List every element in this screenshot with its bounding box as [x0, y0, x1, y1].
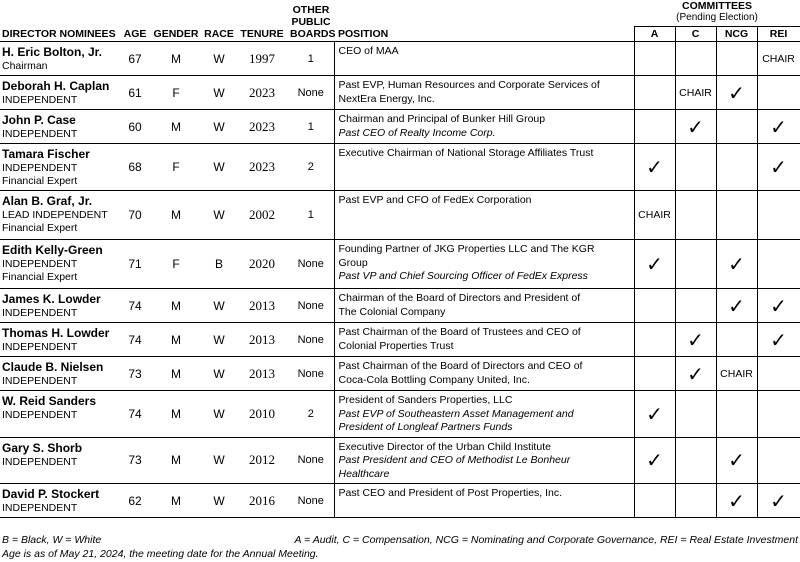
check-mark-icon: ✓ [687, 361, 704, 386]
table-row [0, 357, 800, 391]
director-name-cell [0, 289, 120, 323]
director-role: INDEPENDENT [2, 455, 78, 468]
check-mark-icon: ✓ [646, 401, 663, 426]
director-role: INDEPENDENT [2, 128, 78, 140]
committee-a-cell [634, 357, 675, 391]
header-committees: COMMITTEES [682, 0, 753, 12]
committee-c-cell [675, 289, 716, 323]
committee-c-cell [675, 437, 716, 484]
committee-c-cell [675, 191, 716, 240]
table-row [0, 437, 800, 484]
position-cell [334, 144, 634, 191]
position-line: The Colonial Company [338, 305, 446, 318]
check-mark-icon: ✓ [687, 114, 704, 139]
tenure-cell: 2016 [236, 484, 288, 518]
check-mark-icon: ✓ [770, 327, 787, 352]
committee-a-cell [634, 42, 675, 76]
age-cell: 62 [120, 484, 150, 518]
committee-a-cell [634, 289, 675, 323]
committee-ncg-cell [716, 76, 757, 110]
header-age: AGE [123, 28, 147, 40]
past-position-line: Healthcare [338, 467, 390, 480]
position-line: President of Sanders Properties, LLC [338, 394, 513, 406]
position-line: Past Chairman of the Board of Trustees and CEO of [338, 326, 581, 338]
position-line: NextEra Energy, Inc. [338, 92, 435, 105]
age-cell: 67 [120, 42, 150, 76]
check-mark-icon: ✓ [728, 488, 745, 513]
committee-c-cell [675, 391, 716, 438]
committee-rei-cell [757, 110, 800, 144]
check-mark-icon: ✓ [770, 114, 787, 139]
committee-ncg-cell [716, 289, 757, 323]
committee-rei-cell [757, 323, 800, 357]
tenure-cell: 2023 [236, 76, 288, 110]
age-cell: 61 [120, 76, 150, 110]
gender-cell: M [150, 484, 202, 518]
committee-a-cell [634, 391, 675, 438]
director-name-cell [0, 484, 120, 518]
table-row [0, 289, 800, 323]
other-boards-cell: None [288, 240, 334, 289]
gender-cell: F [150, 240, 202, 289]
race-cell: W [202, 110, 236, 144]
age-cell: 74 [120, 323, 150, 357]
position-line: Past EVP and CFO of FedEx Corporation [338, 194, 532, 206]
gender-cell: F [150, 144, 202, 191]
table-row [0, 484, 800, 518]
committee-rei-cell [757, 144, 800, 191]
director-role: INDEPENDENT [2, 258, 78, 270]
age-cell: 73 [120, 437, 150, 484]
gender-cell: M [150, 110, 202, 144]
position-line: Past Chairman of the Board of Directors and CEO of [338, 360, 583, 372]
table-row [0, 110, 800, 144]
gender-cell: M [150, 357, 202, 391]
position-line: CEO of MAA [338, 45, 399, 57]
other-boards-cell: 2 [288, 144, 334, 191]
committee-rei-cell [757, 42, 800, 76]
chair-label: CHAIR [720, 367, 753, 380]
committee-ncg-cell [716, 357, 757, 391]
check-mark-icon: ✓ [646, 448, 663, 473]
committee-ncg-cell [716, 391, 757, 438]
chair-label: CHAIR [679, 86, 712, 99]
position-line: Chairman of the Board of Directors and President of [338, 292, 581, 304]
committee-c-cell [675, 240, 716, 289]
age-cell: 74 [120, 289, 150, 323]
committee-c-cell [675, 76, 716, 110]
director-name: John P. Case [2, 113, 76, 127]
tenure-cell: 2023 [236, 110, 288, 144]
committee-ncg-cell [716, 484, 757, 518]
table-row [0, 76, 800, 110]
age-cell: 71 [120, 240, 150, 289]
header-tenure: TENURE [240, 28, 284, 40]
race-cell: W [202, 191, 236, 240]
check-mark-icon: ✓ [687, 327, 704, 352]
header-race: RACE [204, 28, 234, 40]
committee-c-cell [675, 357, 716, 391]
race-legend: B = Black, W = White [2, 534, 102, 546]
check-mark-icon: ✓ [728, 293, 745, 318]
race-cell: W [202, 76, 236, 110]
other-boards-cell: None [288, 289, 334, 323]
committee-a-cell [634, 144, 675, 191]
gender-cell: M [150, 289, 202, 323]
committee-rei-cell [757, 357, 800, 391]
race-cell: W [202, 42, 236, 76]
director-role: INDEPENDENT [2, 94, 78, 106]
director-name: Gary S. Shorb [2, 440, 83, 455]
position-cell [334, 357, 634, 391]
other-boards-cell: 1 [288, 42, 334, 76]
gender-cell: F [150, 76, 202, 110]
header-committees-group [634, 0, 800, 27]
past-position-line: President of Longleaf Partners Funds [338, 421, 513, 433]
tenure-cell: 2013 [236, 357, 288, 391]
director-role: INDEPENDENT [2, 341, 78, 353]
tenure-cell: 2013 [236, 289, 288, 323]
director-role: Chairman [2, 60, 48, 72]
committee-ncg-cell [716, 110, 757, 144]
other-boards-cell: None [288, 323, 334, 357]
header-pending-election: (Pending Election) [676, 12, 758, 23]
check-mark-icon: ✓ [770, 293, 787, 318]
director-role: INDEPENDENT [2, 307, 78, 319]
tenure-cell: 2010 [236, 391, 288, 438]
race-cell: W [202, 289, 236, 323]
other-boards-cell: 1 [288, 110, 334, 144]
age-cell: 70 [120, 191, 150, 240]
position-line: Executive Chairman of National Storage Affiliates Trust [338, 147, 594, 159]
age-note: Age is as of May 21, 2024, the meeting date for the Annual Meeting. [2, 547, 319, 560]
table-row [0, 144, 800, 191]
table-row [0, 240, 800, 289]
committee-a-cell [634, 240, 675, 289]
check-mark-icon: ✓ [728, 448, 745, 473]
race-cell: W [202, 144, 236, 191]
age-cell: 73 [120, 357, 150, 391]
other-boards-cell: None [288, 357, 334, 391]
position-line: Colonial Properties Trust [338, 339, 454, 352]
tenure-cell: 2012 [236, 437, 288, 484]
position-cell [334, 391, 634, 438]
other-boards-cell: 2 [288, 391, 334, 438]
committee-ncg-cell [716, 240, 757, 289]
check-mark-icon: ✓ [646, 252, 663, 276]
director-name-cell [0, 76, 120, 110]
committee-rei-cell [757, 191, 800, 240]
director-role: INDEPENDENT [2, 375, 78, 387]
director-role: Financial Expert [2, 175, 78, 187]
chair-label: CHAIR [762, 52, 795, 65]
position-line: Executive Director of the Urban Child Institute [338, 440, 551, 453]
gender-cell: M [150, 323, 202, 357]
committee-a-cell [634, 191, 675, 240]
race-cell: W [202, 357, 236, 391]
committee-rei-cell [757, 484, 800, 518]
race-cell: W [202, 437, 236, 484]
committee-a-cell [634, 484, 675, 518]
tenure-cell: 1997 [236, 42, 288, 76]
header-committee-rei: REI [757, 27, 800, 42]
check-mark-icon: ✓ [770, 155, 787, 179]
director-name: Deborah H. Caplan [2, 79, 110, 93]
committee-c-cell [675, 42, 716, 76]
position-cell [334, 240, 634, 289]
chair-label: CHAIR [638, 209, 671, 221]
past-position-line: Past EVP of Southeastern Asset Management and [338, 407, 574, 420]
gender-cell: M [150, 391, 202, 438]
table-row [0, 323, 800, 357]
position-cell [334, 437, 634, 484]
director-name: Alan B. Graf, Jr. [2, 194, 93, 208]
director-name-cell [0, 144, 120, 191]
director-name: David P. Stockert [2, 487, 100, 501]
director-name: Tamara Fischer [2, 147, 90, 161]
committee-legend: A = Audit, C = Compensation, NCG = Nominating and Corporate Governance, REI = Real Estate Investment [294, 534, 798, 546]
other-boards-cell: None [288, 76, 334, 110]
age-cell: 68 [120, 144, 150, 191]
director-name: H. Eric Bolton, Jr. [2, 45, 103, 59]
race-cell: W [202, 484, 236, 518]
header-committee-c: C [675, 27, 716, 42]
position-line: Coca-Cola Bottling Company United, Inc. [338, 373, 530, 386]
tenure-cell: 2002 [236, 191, 288, 240]
gender-cell: M [150, 42, 202, 76]
age-cell: 60 [120, 110, 150, 144]
position-line: Group [338, 256, 368, 269]
other-boards-cell: None [288, 437, 334, 484]
committee-ncg-cell [716, 191, 757, 240]
position-line: Past CEO and President of Post Properties, Inc. [338, 487, 563, 499]
director-role: INDEPENDENT [2, 162, 78, 174]
age-cell: 74 [120, 391, 150, 438]
check-mark-icon: ✓ [770, 488, 787, 513]
committee-a-cell [634, 110, 675, 144]
position-cell [334, 42, 634, 76]
committee-c-cell [675, 323, 716, 357]
race-cell: B [202, 240, 236, 289]
director-rows [0, 42, 800, 518]
position-cell [334, 191, 634, 240]
director-name-cell [0, 110, 120, 144]
table-row [0, 391, 800, 438]
committee-rei-cell [757, 437, 800, 484]
director-name-cell [0, 357, 120, 391]
committee-rei-cell [757, 76, 800, 110]
tenure-cell: 2013 [236, 323, 288, 357]
committee-a-cell [634, 323, 675, 357]
position-line: Founding Partner of JKG Properties LLC and The KGR [338, 243, 595, 255]
director-role: Financial Expert [2, 271, 78, 283]
director-role: INDEPENDENT [2, 409, 78, 421]
director-name: James K. Lowder [2, 292, 101, 306]
director-name-cell [0, 323, 120, 357]
header-committee-ncg: NCG [716, 27, 757, 42]
other-boards-cell: 1 [288, 191, 334, 240]
committee-ncg-cell [716, 144, 757, 191]
director-role: Financial Expert [2, 222, 78, 234]
check-mark-icon: ✓ [728, 252, 745, 276]
position-line: Past EVP, Human Resources and Corporate Services of [338, 79, 600, 91]
director-name-cell [0, 437, 120, 484]
other-boards-cell: None [288, 484, 334, 518]
position-cell [334, 110, 634, 144]
committee-rei-cell [757, 391, 800, 438]
check-mark-icon: ✓ [646, 155, 663, 179]
director-name: Edith Kelly-Green [2, 243, 103, 257]
past-position-line: Past CEO of Realty Income Corp. [338, 126, 496, 139]
footer-notes [2, 534, 798, 561]
gender-cell: M [150, 437, 202, 484]
committee-rei-cell [757, 240, 800, 289]
header-position: POSITION [338, 28, 389, 40]
tenure-cell: 2023 [236, 144, 288, 191]
director-name: W. Reid Sanders [2, 394, 97, 408]
director-name-cell [0, 391, 120, 438]
position-cell [334, 484, 634, 518]
committee-ncg-cell [716, 42, 757, 76]
gender-cell: M [150, 191, 202, 240]
director-role: INDEPENDENT [2, 502, 78, 514]
position-cell [334, 289, 634, 323]
position-cell [334, 323, 634, 357]
committee-c-cell [675, 144, 716, 191]
table-row [0, 191, 800, 240]
director-name-cell [0, 42, 120, 76]
race-cell: W [202, 391, 236, 438]
committee-a-cell [634, 76, 675, 110]
header-other-public-boards: OTHER PUBLIC BOARDS [290, 4, 336, 40]
header-committee-a: A [634, 27, 675, 42]
past-position-line: Past VP and Chief Sourcing Officer of FedEx Express [338, 270, 588, 282]
header-director-nominees: DIRECTOR NOMINEES [2, 28, 116, 40]
director-name: Thomas H. Lowder [2, 326, 110, 340]
committee-rei-cell [757, 289, 800, 323]
tenure-cell: 2020 [236, 240, 288, 289]
director-name-cell [0, 191, 120, 240]
header-gender: GENDER [153, 28, 199, 40]
director-name-cell [0, 240, 120, 289]
position-cell [334, 76, 634, 110]
position-line: Chairman and Principal of Bunker Hill Group [338, 113, 546, 125]
table-row [0, 42, 800, 76]
past-position-line: Past President and CEO of Methodist Le Bonheur [338, 454, 571, 466]
committee-a-cell [634, 437, 675, 484]
check-mark-icon: ✓ [728, 80, 745, 105]
director-role: LEAD INDEPENDENT [2, 209, 108, 221]
committee-ncg-cell [716, 323, 757, 357]
committee-ncg-cell [716, 437, 757, 484]
director-name: Claude B. Nielsen [2, 360, 104, 374]
committee-c-cell [675, 110, 716, 144]
race-cell: W [202, 323, 236, 357]
committee-c-cell [675, 484, 716, 518]
